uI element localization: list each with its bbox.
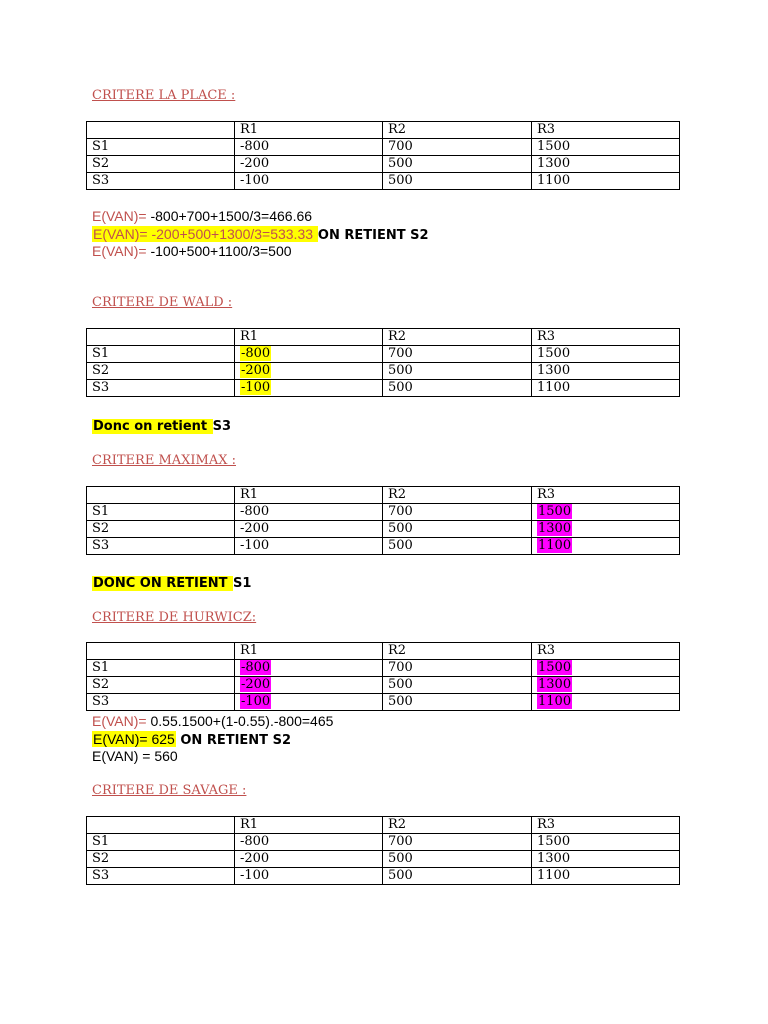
table-cell <box>235 346 383 363</box>
highlighted-value: -800 <box>241 346 271 361</box>
table-cell: S2 <box>87 156 235 173</box>
payoff-table-laplace <box>86 121 680 190</box>
table-cell: 1100 <box>532 380 680 397</box>
table-row <box>87 660 680 677</box>
table-cell <box>532 538 680 555</box>
header-cell: R2 <box>383 329 532 346</box>
header-cell <box>87 122 235 139</box>
table-cell: 500 <box>383 677 532 694</box>
section-heading-hurwicz: CRITERE DE HURWICZ: <box>92 610 257 625</box>
conclusion-choice: S3 <box>212 419 232 434</box>
header-cell: R1 <box>235 487 383 504</box>
equation-highlight: E(VAN)= -200+500+1300/3=533.33 <box>93 226 317 242</box>
section-heading-wald: CRITERE DE WALD : <box>92 295 233 310</box>
table-cell <box>532 660 680 677</box>
equation-label: E(VAN)= <box>92 713 147 729</box>
table-cell: S1 <box>87 660 235 677</box>
table-row <box>87 538 680 555</box>
equation-value: 0.55.1500+(1-0.55).-800=465 <box>146 713 334 729</box>
table-header-row <box>87 487 680 504</box>
equation-conclusion: ON RETIENT S2 <box>175 733 291 748</box>
table-cell: S1 <box>87 346 235 363</box>
table-row <box>87 834 680 851</box>
table-cell: 500 <box>383 868 532 885</box>
equation-label: E(VAN)= <box>92 208 147 224</box>
table-cell <box>235 363 383 380</box>
table-row <box>87 521 680 538</box>
equation-conclusion: ON RETIENT S2 <box>317 228 429 243</box>
table-cell <box>235 660 383 677</box>
payoff-table-hurwicz <box>86 642 680 711</box>
table-row <box>87 363 680 380</box>
table-cell: S2 <box>87 363 235 380</box>
equation-value: -800+700+1500/3=466.66 <box>146 208 313 224</box>
table-cell: S1 <box>87 834 235 851</box>
table-cell: -100 <box>235 868 383 885</box>
table-row <box>87 156 680 173</box>
highlighted-value: -100 <box>241 694 271 709</box>
table-header-row <box>87 643 680 660</box>
highlighted-value: 1300 <box>538 521 572 536</box>
header-cell <box>87 643 235 660</box>
table-row <box>87 868 680 885</box>
conclusion-highlight: DONC ON RETIENT <box>93 576 232 591</box>
table-row <box>87 346 680 363</box>
header-cell: R1 <box>235 817 383 834</box>
header-cell: R2 <box>383 487 532 504</box>
table-cell <box>235 677 383 694</box>
section-heading-maximax: CRITERE MAXIMAX : <box>92 453 236 468</box>
table-cell: S3 <box>87 694 235 711</box>
table-cell: 1300 <box>532 851 680 868</box>
laplace-equation-s2 <box>92 226 429 244</box>
payoff-table-maximax <box>86 486 680 555</box>
hurwicz-equation-2 <box>92 731 291 749</box>
table-cell: 500 <box>383 521 532 538</box>
highlighted-value: 1500 <box>538 660 572 675</box>
table-cell: -200 <box>235 521 383 538</box>
laplace-equation-s1 <box>92 208 312 225</box>
table-cell: 1100 <box>532 868 680 885</box>
table-header-row <box>87 122 680 139</box>
table-cell: 500 <box>383 694 532 711</box>
equation-highlight: E(VAN)= 625 <box>93 731 175 747</box>
table-cell: 700 <box>383 139 532 156</box>
table-row <box>87 504 680 521</box>
table-cell: S3 <box>87 538 235 555</box>
table-header-row <box>87 817 680 834</box>
header-cell: R3 <box>532 329 680 346</box>
header-cell: R3 <box>532 643 680 660</box>
highlighted-value: -100 <box>241 380 271 395</box>
table-cell: S3 <box>87 868 235 885</box>
payoff-table-savage <box>86 816 680 885</box>
section-heading-laplace: CRITERE LA PLACE : <box>92 88 236 103</box>
header-cell: R1 <box>235 329 383 346</box>
table-cell <box>532 504 680 521</box>
header-cell: R3 <box>532 817 680 834</box>
maximax-conclusion <box>92 574 251 592</box>
table-cell: 500 <box>383 173 532 190</box>
table-row <box>87 851 680 868</box>
table-cell <box>532 677 680 694</box>
equation-label: E(VAN)= <box>92 243 147 259</box>
table-cell: 1500 <box>532 139 680 156</box>
table-header-row <box>87 329 680 346</box>
wald-conclusion <box>92 417 231 435</box>
header-cell: R2 <box>383 817 532 834</box>
header-cell: R1 <box>235 643 383 660</box>
highlighted-value: -200 <box>241 363 271 378</box>
table-cell: 1300 <box>532 156 680 173</box>
payoff-table-wald <box>86 328 680 397</box>
highlighted-value: 1300 <box>538 677 572 692</box>
table-cell: -800 <box>235 504 383 521</box>
hurwicz-equation-3: E(VAN) = 560 <box>92 748 178 764</box>
highlighted-value: -800 <box>241 660 271 675</box>
table-cell: 1500 <box>532 834 680 851</box>
header-cell <box>87 329 235 346</box>
table-cell: 700 <box>383 346 532 363</box>
table-cell <box>235 694 383 711</box>
header-cell: R3 <box>532 122 680 139</box>
table-row <box>87 173 680 190</box>
table-cell: 500 <box>383 156 532 173</box>
table-cell: 700 <box>383 834 532 851</box>
conclusion-choice: S1 <box>233 576 252 591</box>
laplace-equation-s3 <box>92 243 292 260</box>
hurwicz-equation-1 <box>92 713 333 730</box>
highlighted-value: 1500 <box>538 504 572 519</box>
table-cell: S3 <box>87 173 235 190</box>
table-cell: -100 <box>235 173 383 190</box>
table-cell: 500 <box>383 380 532 397</box>
table-cell: -200 <box>235 156 383 173</box>
table-cell: 500 <box>383 363 532 380</box>
table-cell <box>235 380 383 397</box>
table-cell <box>532 521 680 538</box>
table-cell: 500 <box>383 851 532 868</box>
table-row <box>87 380 680 397</box>
header-cell: R2 <box>383 643 532 660</box>
table-row <box>87 694 680 711</box>
table-cell: 1500 <box>532 346 680 363</box>
table-row <box>87 139 680 156</box>
table-cell: -100 <box>235 538 383 555</box>
table-cell <box>532 694 680 711</box>
table-cell: S1 <box>87 139 235 156</box>
header-cell: R2 <box>383 122 532 139</box>
conclusion-highlight: Donc on retient <box>93 419 212 434</box>
highlighted-value: 1100 <box>538 694 572 709</box>
table-cell: -200 <box>235 851 383 868</box>
table-row <box>87 677 680 694</box>
header-cell <box>87 487 235 504</box>
table-cell: S1 <box>87 504 235 521</box>
highlighted-value: 1100 <box>538 538 572 553</box>
table-cell: -800 <box>235 139 383 156</box>
table-cell: 1100 <box>532 173 680 190</box>
table-cell: S3 <box>87 380 235 397</box>
table-cell: S2 <box>87 677 235 694</box>
equation-value: -100+500+1100/3=500 <box>146 243 292 259</box>
table-cell: S2 <box>87 851 235 868</box>
table-cell: -800 <box>235 834 383 851</box>
header-cell: R3 <box>532 487 680 504</box>
header-cell <box>87 817 235 834</box>
table-cell: 1300 <box>532 363 680 380</box>
table-cell: 500 <box>383 538 532 555</box>
highlighted-value: -200 <box>241 677 271 692</box>
table-cell: 700 <box>383 660 532 677</box>
table-cell: S2 <box>87 521 235 538</box>
section-heading-savage: CRITERE DE SAVAGE : <box>92 783 247 798</box>
table-cell: 700 <box>383 504 532 521</box>
header-cell: R1 <box>235 122 383 139</box>
